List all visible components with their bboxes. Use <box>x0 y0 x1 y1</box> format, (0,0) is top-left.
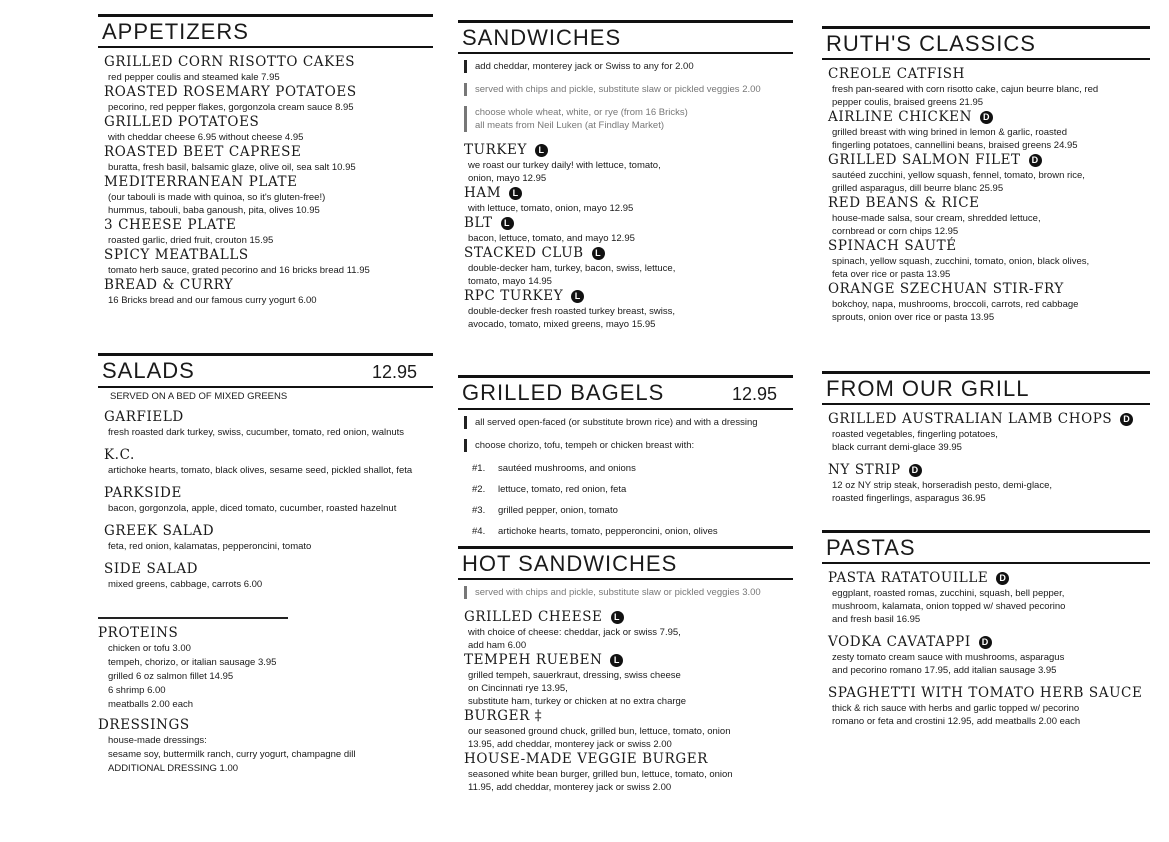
sandwiches-notes <box>458 60 793 132</box>
item-description: bacon, lettuce, tomato, and mayo 12.95 <box>468 233 635 244</box>
item-name <box>464 215 793 232</box>
item-description: eggplant, roasted romas, zucchini, squash, bell pepper, <box>832 588 1065 599</box>
item-description: and pecorino romano 17.95, add italian sausage 3.95 <box>832 665 1057 676</box>
menu-item <box>828 570 1150 626</box>
item-name <box>464 609 793 626</box>
combo-number: #3. <box>472 505 486 516</box>
item-description: romano or feta and crostini 12.95, add meatballs 2.00 each <box>832 716 1081 727</box>
list-line: house-made dressings: <box>108 735 207 746</box>
menu-item <box>104 247 433 277</box>
dressings-title: DRESSINGS <box>98 717 190 733</box>
item-description: our seasoned ground chuck, grilled bun, lettuce, tomato, onion <box>468 726 731 737</box>
info-note <box>464 439 793 452</box>
item-description: tomato, mayo 14.95 <box>468 276 552 287</box>
item-name <box>464 185 793 202</box>
item-title: BLT <box>464 215 493 231</box>
note-line: served with chips and pickle, substitute slaw or pickled veggies 3.00 <box>475 587 761 598</box>
item-title: TURKEY <box>464 142 527 158</box>
menu-item <box>464 751 793 794</box>
classics-list <box>822 66 1150 324</box>
item-description: hummus, tabouli, baba ganoush, pita, olives 10.95 <box>108 205 320 216</box>
hot-sandwiches-notes <box>458 586 793 599</box>
pastas-section <box>822 530 1150 728</box>
combo-number: #4. <box>472 526 486 537</box>
menu-item <box>828 411 1150 454</box>
diet-badge-icon: L <box>592 247 605 260</box>
item-title: NY STRIP <box>828 462 901 478</box>
diet-badge-icon: D <box>980 111 993 124</box>
sandwiches-section <box>458 20 793 331</box>
menu-item <box>464 245 793 288</box>
note-line: all meats from Neil Luken (at Findlay Market) <box>475 120 665 131</box>
item-title: BREAD & CURRY <box>104 277 234 293</box>
info-note <box>464 60 793 73</box>
item-description: bacon, gorgonzola, apple, diced tomato, cucumber, roasted hazelnut <box>108 503 397 514</box>
item-title: ROASTED BEET CAPRESE <box>104 144 302 160</box>
item-description: grilled breast with wing brined in lemon & garlic, roasted <box>832 127 1067 138</box>
combo-text: sautéed mushrooms, and onions <box>498 463 636 474</box>
section-title: HOT SANDWICHES <box>462 551 678 576</box>
list-line: tempeh, chorizo, or italian sausage 3.95 <box>108 657 277 668</box>
item-description: cornbread or corn chips 12.95 <box>832 226 959 237</box>
item-description: and fresh basil 16.95 <box>832 614 921 625</box>
dressings-list <box>98 734 433 776</box>
note-line: choose whole wheat, white, or rye (from 16 Bricks) <box>475 107 688 118</box>
combo-number: #1. <box>472 463 486 474</box>
item-description: avocado, tomato, mixed greens, mayo 15.95 <box>468 319 656 330</box>
item-description: on Cincinnati rye 13.95, <box>468 683 568 694</box>
item-name <box>104 277 433 294</box>
item-description: roasted vegetables, fingerling potatoes, <box>832 429 998 440</box>
pastas-header <box>822 530 1150 564</box>
menu-item <box>828 281 1150 324</box>
hot-sandwiches-list <box>458 609 793 794</box>
diet-badge-icon: L <box>535 144 548 157</box>
item-description: we roast our turkey daily! with lettuce, tomato, <box>468 160 661 171</box>
diet-badge-icon: D <box>979 636 992 649</box>
menu-item <box>828 685 1150 728</box>
item-name <box>104 114 433 131</box>
item-name <box>104 447 433 464</box>
list-line: chicken or tofu 3.00 <box>108 643 191 654</box>
item-description: mixed greens, cabbage, carrots 6.00 <box>108 579 263 590</box>
classics-header <box>822 26 1150 60</box>
proteins-list <box>98 642 433 712</box>
salads-list <box>98 409 433 591</box>
menu-item <box>828 462 1150 505</box>
item-title: MEDITERRANEAN PLATE <box>104 174 298 190</box>
diet-badge-icon: L <box>501 217 514 230</box>
diet-badge-icon: L <box>509 187 522 200</box>
item-title: GRILLED AUSTRALIAN LAMB CHOPS <box>828 411 1113 427</box>
menu-item <box>104 54 433 84</box>
appetizers-list <box>98 54 433 307</box>
item-description: substitute ham, turkey or chicken at no extra charge <box>468 696 687 707</box>
menu-item <box>104 485 433 515</box>
item-title: PASTA RATATOUILLE <box>828 570 989 586</box>
item-name <box>828 109 1150 126</box>
item-name <box>104 409 433 426</box>
menu-item <box>104 447 433 477</box>
item-description: 13.95, add cheddar, monterey jack or swiss 2.00 <box>468 739 672 750</box>
item-title: CREOLE CATFISH <box>828 66 965 82</box>
list-line: grilled 6 oz salmon fillet 14.95 <box>108 671 234 682</box>
item-name <box>828 281 1150 298</box>
grill-section <box>822 371 1150 505</box>
item-title: TEMPEH RUEBEN <box>464 652 603 668</box>
item-description: buratta, fresh basil, balsamic glaze, olive oil, sea salt 10.95 <box>108 162 356 173</box>
item-name <box>104 485 433 502</box>
item-description: 16 Bricks bread and our famous curry yogurt 6.00 <box>108 295 317 306</box>
item-name <box>828 570 1150 587</box>
list-line: sesame soy, buttermilk ranch, curry yogurt, champagne dill <box>108 749 356 760</box>
sandwiches-list <box>458 142 793 331</box>
item-title: RPC TURKEY <box>464 288 564 304</box>
salads-header <box>98 353 433 388</box>
section-price: 12.95 <box>371 362 417 382</box>
menu-item <box>828 109 1150 152</box>
item-title: HOUSE-MADE VEGGIE BURGER <box>464 751 708 767</box>
item-title: SPICY MEATBALLS <box>104 247 249 263</box>
item-name <box>828 685 1150 702</box>
combo-text: artichoke hearts, tomato, pepperoncini, onion, olives <box>498 526 718 537</box>
item-name <box>104 523 433 540</box>
item-description: with cheddar cheese 6.95 without cheese 4.95 <box>108 132 304 143</box>
diet-badge-icon: D <box>996 572 1009 585</box>
item-description: 11.95, add cheddar, monterey jack or swiss 2.00 <box>468 782 672 793</box>
item-title: AIRLINE CHICKEN <box>828 109 973 125</box>
item-name <box>464 751 793 768</box>
menu-item <box>104 523 433 553</box>
item-description: roasted garlic, dried fruit, crouton 15.95 <box>108 235 274 246</box>
section-title: PASTAS <box>826 535 916 560</box>
menu-item <box>104 144 433 174</box>
info-note <box>464 586 793 599</box>
menu-item <box>104 174 433 217</box>
item-title: K.C. <box>104 447 135 463</box>
menu-item <box>104 409 433 439</box>
item-description: double-decker fresh roasted turkey breast, swiss, <box>468 306 675 317</box>
divider <box>98 617 288 619</box>
section-title: RUTH'S CLASSICS <box>826 31 1036 56</box>
item-description: tomato herb sauce, grated pecorino and 16 bricks bread 11.95 <box>108 265 370 276</box>
item-name <box>828 66 1150 83</box>
item-description: house-made salsa, sour cream, shredded lettuce, <box>832 213 1041 224</box>
item-title: GRILLED POTATOES <box>104 114 260 130</box>
sandwiches-header <box>458 20 793 54</box>
info-note <box>464 83 793 96</box>
item-name <box>828 238 1150 255</box>
item-description: roasted fingerlings, asparagus 36.95 <box>832 493 986 504</box>
section-title: GRILLED BAGELS <box>462 380 665 405</box>
item-description: seasoned white bean burger, grilled bun, lettuce, tomato, onion <box>468 769 733 780</box>
item-description: grilled tempeh, sauerkraut, dressing, swiss cheese <box>468 670 681 681</box>
menu-item <box>828 195 1150 238</box>
item-description: pecorino, red pepper flakes, gorgonzola cream sauce 8.95 <box>108 102 354 113</box>
item-description: fresh pan-seared with corn risotto cake, cajun beurre blanc, red <box>832 84 1099 95</box>
item-title: BURGER ‡ <box>464 708 543 724</box>
combo-option <box>472 483 793 496</box>
item-title: ORANGE SZECHUAN STIR-FRY <box>828 281 1064 297</box>
item-title: SPINACH SAUTÉ <box>828 238 957 254</box>
menu-item <box>464 185 793 215</box>
hot-sandwiches-header <box>458 546 793 580</box>
hot-sandwiches-section <box>458 546 793 794</box>
note-line: choose chorizo, tofu, tempeh or chicken breast with: <box>475 440 695 451</box>
item-title: RED BEANS & RICE <box>828 195 980 211</box>
item-name <box>104 247 433 264</box>
grill-list <box>822 411 1150 505</box>
menu-item <box>104 217 433 247</box>
item-description: mushroom, kalamata, onion topped w/ shaved pecorino <box>832 601 1066 612</box>
info-note <box>464 106 793 132</box>
menu-item <box>464 652 793 708</box>
item-description: sautéed zucchini, yellow squash, fennel, tomato, brown rice, <box>832 170 1085 181</box>
grill-header <box>822 371 1150 405</box>
bagels-combos <box>458 462 793 538</box>
combo-text: lettuce, tomato, red onion, feta <box>498 484 627 495</box>
item-description: bokchoy, napa, mushrooms, broccoli, carrots, red cabbage <box>832 299 1079 310</box>
combo-number: #2. <box>472 484 486 495</box>
item-description: pepper coulis, braised greens 21.95 <box>832 97 984 108</box>
section-title: FROM OUR GRILL <box>826 376 1030 401</box>
menu-item <box>104 114 433 144</box>
proteins-title: PROTEINS <box>98 625 179 641</box>
pastas-list <box>822 570 1150 728</box>
combo-option <box>472 462 793 475</box>
item-title: GRILLED CORN RISOTTO CAKES <box>104 54 356 70</box>
item-name <box>464 288 793 305</box>
item-description: with choice of cheese: cheddar, jack or swiss 7.95, <box>468 627 681 638</box>
diet-badge-icon: D <box>909 464 922 477</box>
menu-item <box>828 66 1150 109</box>
item-name <box>464 652 793 669</box>
menu-item <box>464 609 793 652</box>
item-title: GRILLED CHEESE <box>464 609 603 625</box>
item-description: red pepper coulis and steamed kale 7.95 <box>108 72 280 83</box>
item-title: GRILLED SALMON FILET <box>828 152 1021 168</box>
item-description: artichoke hearts, tomato, black olives, sesame seed, pickled shallot, feta <box>108 465 413 476</box>
salads-section <box>98 353 433 591</box>
item-description: double-decker ham, turkey, bacon, swiss, lettuce, <box>468 263 676 274</box>
item-description: (our tabouli is made with quinoa, so it's gluten-free!) <box>108 192 326 203</box>
bagels-notes <box>458 416 793 452</box>
menu-item <box>464 142 793 185</box>
note-line: served with chips and pickle, substitute slaw or pickled veggies 2.00 <box>475 84 761 95</box>
item-title: ROASTED ROSEMARY POTATOES <box>104 84 357 100</box>
diet-badge-icon: D <box>1029 154 1042 167</box>
item-description: sprouts, onion over rice or pasta 13.95 <box>832 312 995 323</box>
section-title: SALADS <box>102 358 195 383</box>
item-title: SIDE SALAD <box>104 561 199 577</box>
diet-badge-icon: L <box>610 654 623 667</box>
item-description: fingerling potatoes, cannellini beans, braised greens 24.95 <box>832 140 1078 151</box>
item-name <box>104 54 433 71</box>
item-description: feta, red onion, kalamatas, pepperoncini, tomato <box>108 541 312 552</box>
item-title: GARFIELD <box>104 409 184 425</box>
item-name <box>104 561 433 578</box>
item-description: spinach, yellow squash, zucchini, tomato, onion, black olives, <box>832 256 1090 267</box>
menu-item <box>104 84 433 114</box>
appetizers-header <box>98 14 433 48</box>
classics-section <box>822 26 1150 324</box>
note-line: all served open-faced (or substitute brown rice) and with a dressing <box>475 417 758 428</box>
proteins-section <box>98 625 433 712</box>
note-line: add cheddar, monterey jack or Swiss to any for 2.00 <box>475 61 694 72</box>
item-title: VODKA CAVATAPPI <box>828 634 971 650</box>
dressings-section <box>98 717 433 776</box>
item-description: 12 oz NY strip steak, horseradish pesto, demi-glace, <box>832 480 1053 491</box>
menu-item <box>104 561 433 591</box>
item-name <box>828 152 1150 169</box>
item-title: SPAGHETTI WITH TOMATO HERB SAUCE <box>828 685 1143 701</box>
section-title: APPETIZERS <box>102 19 249 44</box>
item-name <box>104 217 433 234</box>
item-description: with lettuce, tomato, onion, mayo 12.95 <box>468 203 634 214</box>
menu-item <box>464 708 793 751</box>
item-description: add ham 6.00 <box>468 640 527 651</box>
menu-item <box>828 238 1150 281</box>
item-name <box>104 174 433 191</box>
item-title: HAM <box>464 185 502 201</box>
appetizers-section <box>98 14 433 307</box>
item-description: fresh roasted dark turkey, swiss, cucumber, tomato, red onion, walnuts <box>108 427 405 438</box>
diet-badge-icon: L <box>571 290 584 303</box>
item-name <box>828 462 1150 479</box>
item-name <box>464 245 793 262</box>
bagels-header <box>458 375 793 410</box>
bagels-section <box>458 375 793 546</box>
menu-item <box>464 215 793 245</box>
item-description: zesty tomato cream sauce with mushrooms, asparagus <box>832 652 1065 663</box>
salads-subtitle: SERVED ON A BED OF MIXED GREENS <box>110 391 288 402</box>
item-description: onion, mayo 12.95 <box>468 173 547 184</box>
combo-text: grilled pepper, onion, tomato <box>498 505 618 516</box>
item-description: thick & rich sauce with herbs and garlic topped w/ pecorino <box>832 703 1080 714</box>
item-name <box>828 195 1150 212</box>
item-description: feta over rice or pasta 13.95 <box>832 269 951 280</box>
item-title: GREEK SALAD <box>104 523 215 539</box>
list-line: 6 shrimp 6.00 <box>108 685 166 696</box>
combo-option <box>472 504 793 517</box>
diet-badge-icon: L <box>611 611 624 624</box>
item-name <box>104 84 433 101</box>
item-title: 3 CHEESE PLATE <box>104 217 237 233</box>
diet-badge-icon: D <box>1120 413 1133 426</box>
item-name <box>104 144 433 161</box>
item-name <box>828 411 1150 428</box>
list-line: meatballs 2.00 each <box>108 699 194 710</box>
item-description: grilled asparagus, dill beurre blanc 25.95 <box>832 183 1004 194</box>
combo-option <box>472 525 793 538</box>
list-line: ADDITIONAL DRESSING 1.00 <box>108 763 239 774</box>
section-price: 12.95 <box>731 384 777 404</box>
section-title: SANDWICHES <box>462 25 622 50</box>
menu-item <box>828 152 1150 195</box>
item-title: PARKSIDE <box>104 485 182 501</box>
item-name <box>464 142 793 159</box>
menu-item <box>104 277 433 307</box>
menu-item <box>464 288 793 331</box>
menu-item <box>828 634 1150 677</box>
item-description: black currant demi-glace 39.95 <box>832 442 962 453</box>
info-note <box>464 416 793 429</box>
item-name <box>464 708 793 725</box>
item-title: STACKED CLUB <box>464 245 584 261</box>
item-name <box>828 634 1150 651</box>
